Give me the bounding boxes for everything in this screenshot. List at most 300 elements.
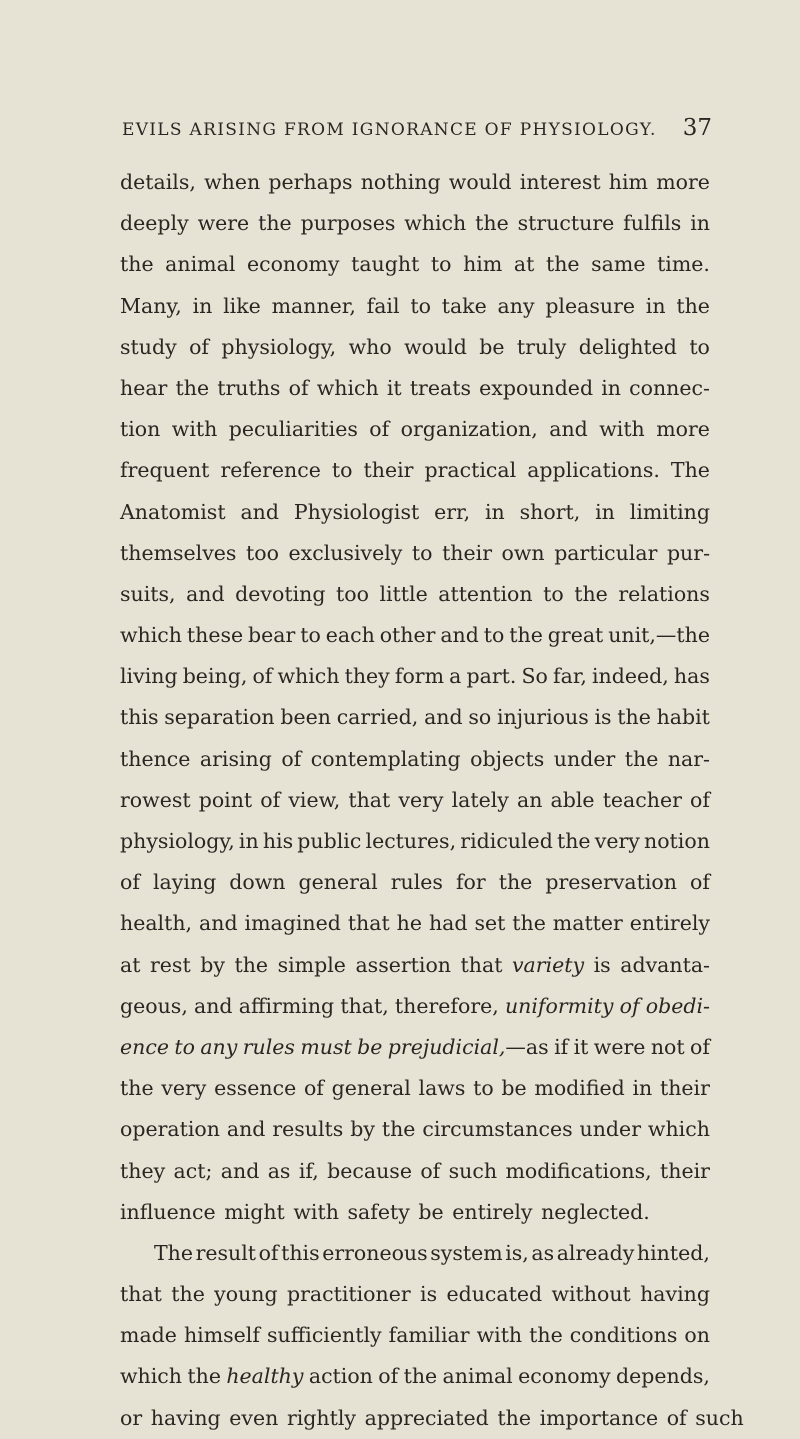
word: of [619,993,640,1018]
word: him [463,252,503,277]
word: if, [298,1158,319,1183]
word: and [549,417,588,442]
word: be [418,1199,444,1224]
word: variety [511,952,585,977]
word: of [281,746,302,771]
word: expounded [479,375,594,400]
word: having [640,1282,710,1307]
word: hear [120,375,168,400]
word: that, [340,993,389,1018]
word: at [120,952,141,977]
word: health, [120,911,193,936]
word: has [673,664,710,689]
word: particular [554,540,658,565]
word: more [656,417,710,442]
word: of [258,1240,279,1265]
word: fulfils [623,211,682,236]
word: separation [164,705,275,730]
word: in [632,1076,653,1101]
word: Many, [120,293,182,318]
word: other [379,623,436,648]
word: down [229,870,286,895]
word: in [645,293,666,318]
word: and [186,581,225,606]
word: even [229,1405,279,1430]
word: their [442,540,492,565]
text-line [120,162,710,203]
text-line [120,780,710,821]
word: or [120,1405,143,1430]
word: to [430,252,452,277]
word: lately [451,787,509,812]
word: were [197,211,250,236]
word: the [120,1076,154,1101]
word: the [574,581,608,606]
word: part. [466,664,517,689]
word: like [223,293,261,318]
word: perhaps [268,170,353,194]
word: point [198,787,253,812]
word: and [194,993,233,1018]
word: be [479,334,505,359]
word: operation [120,1117,220,1142]
word: be [357,1034,383,1059]
word: in [192,293,213,318]
word: of [288,375,309,400]
word: imagined [244,911,341,936]
word: Physiologist [293,499,420,524]
running-title: EVILS ARISING FROM IGNORANCE OF PHYSIOLOGY. [122,120,657,140]
word: the [403,1364,438,1389]
word: an [516,787,543,812]
word: the [258,211,292,236]
word: practical [424,458,517,483]
word: truly [516,334,567,359]
word: too [335,581,369,606]
text-line [120,615,710,656]
word: the [498,870,533,895]
word: rowest [120,787,191,812]
text-line [120,492,710,533]
word: preservation [545,870,677,895]
word: by [350,1117,375,1142]
word: modifications, [505,1158,652,1183]
word: must [300,1034,352,1059]
word: if [554,1034,569,1059]
word: taught [351,252,420,277]
word: their [363,458,414,483]
word: view, [288,787,341,812]
word: is [420,1282,438,1307]
word: the [497,1405,531,1430]
word: indeed, [592,664,669,689]
word: The [670,458,710,483]
text-line [120,409,710,450]
word: himself [183,1323,260,1348]
word: organization, [400,417,538,442]
word: laws [418,1076,466,1101]
word: details, [120,170,196,194]
word: with [293,1199,339,1224]
word: result [195,1240,257,1265]
word: thence [120,746,191,771]
word: to [300,623,321,648]
text-line [120,1109,710,1150]
word: results [272,1117,344,1142]
word: themselves [120,540,237,565]
word: the [475,211,509,236]
text-line [120,327,710,368]
word: the [234,952,269,977]
page-number: 37 [682,115,712,141]
word: might [224,1199,285,1224]
word: fail [366,293,400,318]
word: is [594,705,612,730]
text-line [120,697,710,738]
word: frequent [120,458,210,483]
word: treats [409,375,471,400]
word: young [214,1282,278,1307]
word: with [171,417,218,442]
word: safety [347,1199,410,1224]
word: very [594,829,640,853]
word: assertion [355,952,451,977]
word: to [689,334,710,359]
word: arising [199,746,272,771]
word: of [690,1034,710,1059]
word: the [529,1323,563,1348]
word: any [497,293,535,318]
text-line [120,203,710,244]
word: truths [217,375,281,400]
word: form [394,664,445,689]
word: suits, [120,581,176,606]
word: animal [442,1364,513,1389]
word: the [175,375,210,400]
word: geous, [120,993,188,1018]
text-line [120,1151,710,1192]
word: of [690,870,710,895]
text-line [120,1027,710,1068]
word: purposes [300,211,396,236]
word: practitioner [286,1282,411,1307]
word: the [617,705,651,730]
word: is [593,952,611,977]
word: advanta- [620,952,710,977]
word: relations [618,581,710,606]
word: notion [644,829,710,853]
word: study [120,334,177,359]
text-line [120,1233,710,1274]
word: limiting [629,499,710,524]
word: been [280,705,331,730]
word: exclusively [288,540,403,565]
word: each [325,623,375,648]
word: circumstances [422,1117,573,1142]
word: being, [182,664,248,689]
text-line [120,1068,710,1109]
word: such [695,1405,744,1430]
word: erroneous [322,1240,428,1265]
word: that [120,1282,162,1307]
word: applications. [527,458,660,483]
word: in [690,211,710,236]
word: it [386,375,402,400]
word: and [424,705,463,730]
word: animal [165,252,236,277]
text-line [120,986,710,1027]
word: reference [220,458,321,483]
word: which [647,1117,710,1142]
word: more [656,170,710,194]
word: of [120,870,140,895]
word: interest [519,170,601,194]
word: be [501,1076,527,1101]
word: to [174,1034,195,1059]
word: the [381,1117,416,1142]
word: ridiculed [460,829,553,853]
word: had [428,911,468,936]
word: rest [150,952,191,977]
word: unit,—the [608,623,710,648]
text-line [120,945,710,986]
word: ence [120,1034,169,1059]
word: at [513,252,535,277]
word: very [161,1076,207,1101]
text-line [120,368,710,409]
word: lectures, [365,829,457,853]
text-line [120,1398,744,1439]
word: action [308,1364,373,1389]
word: nar- [667,746,710,771]
word: great [547,623,604,648]
word: on [684,1323,710,1348]
word: this [281,1240,320,1265]
word: general [331,1076,411,1101]
word: public [297,829,362,853]
word: own [501,540,545,565]
word: carried, [336,705,419,730]
word: of [369,417,390,442]
word: entirely [452,1199,533,1224]
word: their [659,1076,710,1101]
word: as [531,1240,555,1265]
word: the [509,623,543,648]
word: him [608,170,648,194]
word: would [404,334,467,359]
word: far, [553,664,587,689]
word: the [545,252,580,277]
word: which [120,623,182,648]
word: is, [505,1240,529,1265]
word: would [448,170,512,194]
word: importance [539,1405,659,1430]
word: bear [248,623,296,648]
word: err, [434,499,471,524]
word: physiology, [120,829,235,853]
word: influence [120,1199,216,1224]
word: injurious [496,705,589,730]
word: which [316,375,379,400]
word: the [676,293,710,318]
word: of [378,1364,399,1389]
word: therefore, [394,993,499,1018]
word: it [573,1034,589,1059]
word: conditions [569,1323,678,1348]
word: the [556,829,591,853]
word: delighted [578,334,677,359]
word: take [441,293,487,318]
word: that [460,952,503,977]
word: he [396,911,422,936]
word: to [331,458,353,483]
body-text [120,162,744,1439]
word: depends, [616,1364,710,1389]
word: physiology, [221,334,337,359]
word: as [267,1158,291,1183]
word: set [474,911,506,936]
word: The [154,1240,194,1265]
word: entirely [629,911,710,936]
text-line [120,1192,710,1233]
word: to [483,623,505,648]
text-line [120,739,710,780]
word: in [601,375,621,400]
word: rules [242,1034,295,1059]
word: familiar [388,1323,470,1348]
word: under [553,746,616,771]
word: prejudicial,—as [387,1034,549,1059]
word: any [200,1034,238,1059]
word: which [120,1364,182,1389]
word: economy [518,1364,611,1389]
word: already [556,1240,635,1265]
text-line [120,450,710,491]
word: attention [438,581,533,606]
word: matter [552,911,623,936]
word: in [238,829,259,853]
word: the [171,1282,205,1307]
word: not [650,1034,685,1059]
word: same [591,252,646,277]
word: made [120,1323,177,1348]
word: so [468,705,492,730]
word: modified [534,1076,625,1101]
word: because [327,1158,412,1183]
word: habit [656,705,710,730]
word: connec- [629,375,710,400]
word: with [476,1323,523,1348]
word: contemplating [310,746,461,771]
word: this [120,705,159,730]
word: they [344,664,390,689]
word: and [199,911,238,936]
word: too [246,540,279,565]
word: economy [246,252,340,277]
word: their [660,1158,710,1183]
word: living [120,664,178,689]
text-line [120,862,710,903]
word: of [666,1405,687,1430]
word: hinted, [636,1240,710,1265]
word: system [430,1240,503,1265]
word: little [379,581,428,606]
word: healthy [226,1364,304,1389]
word: and [220,1158,260,1183]
word: able [550,787,595,812]
word: who [348,334,392,359]
word: the [187,1364,221,1389]
text-line [120,1356,710,1397]
word: essence [214,1076,297,1101]
word: and [226,1117,266,1142]
word: Anatomist [120,499,226,524]
text-line [120,574,710,615]
word: to [543,581,564,606]
word: to [410,293,431,318]
word: and [440,623,479,648]
word: that [348,787,391,812]
word: they [120,1158,166,1183]
word: and [240,499,280,524]
word: uniformity [504,993,614,1018]
word: having [150,1405,221,1430]
text-line [120,533,710,574]
word: which [404,211,467,236]
word: of [252,664,273,689]
word: to [411,540,433,565]
word: pur- [666,540,710,565]
word: nothing [360,170,441,194]
word: the [624,746,659,771]
word: appreciated [364,1405,489,1430]
word: obedi- [645,993,710,1018]
word: teacher [602,787,682,812]
word: simple [277,952,346,977]
word: a [449,664,462,689]
text-line [120,1274,710,1315]
word: were [593,1034,646,1059]
word: to [473,1076,494,1101]
word: which [277,664,340,689]
text-line [120,656,710,697]
word: in [484,499,505,524]
word: laying [152,870,217,895]
text-line [120,903,710,944]
word: deeply [120,211,189,236]
word: act; [173,1158,213,1183]
word: affirming [238,993,335,1018]
word: very [398,787,444,812]
word: tion [120,417,161,442]
word: the [512,911,546,936]
word: of [420,1158,441,1183]
word: pleasure [545,293,635,318]
word: by [200,952,225,977]
text-line [120,244,710,285]
word: the [120,252,154,277]
word: time. [657,252,710,277]
text-line [120,286,710,327]
word: when [204,170,261,194]
word: without [551,1282,631,1307]
word: devoting [235,581,326,606]
word: for [455,870,486,895]
text-line [120,1315,710,1356]
word: peculiarities [228,417,358,442]
word: of [690,787,710,812]
word: such [448,1158,498,1183]
